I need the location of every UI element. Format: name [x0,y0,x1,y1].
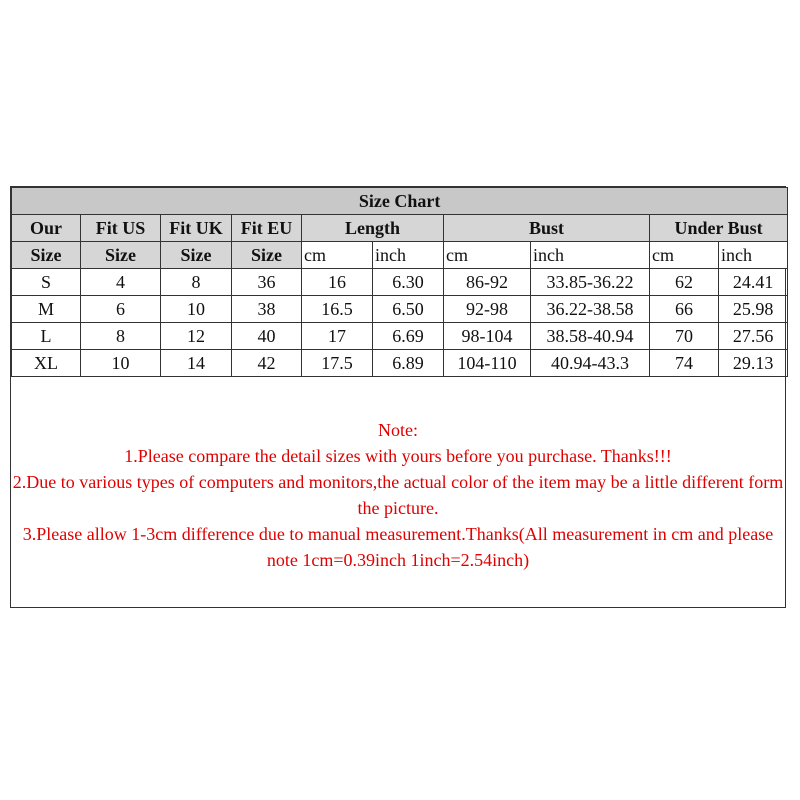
cell-under-bust-inch: 25.98 [719,296,788,323]
header-our-size-line2: Size [12,242,81,269]
cell-fit-eu: 36 [232,269,302,296]
note-section [11,417,785,573]
cell-length-cm: 17.5 [302,350,373,377]
cell-length-cm: 16.5 [302,296,373,323]
cell-fit-us: 8 [81,323,161,350]
cell-bust-cm: 92-98 [444,296,531,323]
table-row [12,323,788,350]
header-fit-us-line1: Fit US [81,215,161,242]
cell-length-cm: 16 [302,269,373,296]
header-fit-us-line2: Size [81,242,161,269]
cell-fit-us: 4 [81,269,161,296]
note-line-3: 3.Please allow 1-3cm difference due to manual measurement.Thanks(All measurement in cm and please note 1cm=0.39inch 1inch=2.54inch) [22,524,774,570]
cell-length-inch: 6.50 [373,296,444,323]
cell-length-cm: 17 [302,323,373,350]
table-row [12,350,788,377]
size-chart [10,186,786,608]
cell-fit-uk: 14 [161,350,232,377]
table-row [12,269,788,296]
cell-bust-inch: 38.58-40.94 [531,323,650,350]
size-table [11,187,788,377]
header-under-bust: Under Bust [650,215,788,242]
cell-fit-uk: 12 [161,323,232,350]
note-line-1: 1.Please compare the detail sizes with yours before you purchase. Thanks!!! [124,446,672,466]
cell-our-size: M [12,296,81,323]
cell-bust-cm: 86-92 [444,269,531,296]
cell-length-inch: 6.69 [373,323,444,350]
cell-fit-us: 6 [81,296,161,323]
note-line-2: 2.Due to various types of computers and monitors,the actual color of the item may be a little different form the picture. [12,472,784,518]
header-bust-cm: cm [444,242,531,269]
header-fit-eu-line1: Fit EU [232,215,302,242]
cell-our-size: XL [12,350,81,377]
header-bust-inch: inch [531,242,650,269]
header-length-cm: cm [302,242,373,269]
cell-length-inch: 6.30 [373,269,444,296]
cell-fit-uk: 8 [161,269,232,296]
cell-under-bust-inch: 24.41 [719,269,788,296]
cell-fit-uk: 10 [161,296,232,323]
note-heading: Note: [378,420,418,440]
cell-our-size: L [12,323,81,350]
header-fit-uk-line2: Size [161,242,232,269]
cell-under-bust-cm: 74 [650,350,719,377]
cell-under-bust-cm: 70 [650,323,719,350]
table-row [12,296,788,323]
header-fit-eu-line2: Size [232,242,302,269]
cell-bust-cm: 98-104 [444,323,531,350]
cell-fit-us: 10 [81,350,161,377]
cell-under-bust-cm: 66 [650,296,719,323]
header-fit-uk-line1: Fit UK [161,215,232,242]
cell-our-size: S [12,269,81,296]
cell-fit-eu: 42 [232,350,302,377]
cell-bust-cm: 104-110 [444,350,531,377]
table-title: Size Chart [12,188,788,215]
cell-fit-eu: 38 [232,296,302,323]
cell-length-inch: 6.89 [373,350,444,377]
cell-bust-inch: 36.22-38.58 [531,296,650,323]
cell-bust-inch: 40.94-43.3 [531,350,650,377]
header-length: Length [302,215,444,242]
cell-bust-inch: 33.85-36.22 [531,269,650,296]
header-under-bust-cm: cm [650,242,719,269]
header-length-inch: inch [373,242,444,269]
header-under-bust-inch: inch [719,242,788,269]
cell-under-bust-inch: 29.13 [719,350,788,377]
cell-under-bust-cm: 62 [650,269,719,296]
cell-fit-eu: 40 [232,323,302,350]
cell-under-bust-inch: 27.56 [719,323,788,350]
header-bust: Bust [444,215,650,242]
header-our-size-line1: Our [12,215,81,242]
